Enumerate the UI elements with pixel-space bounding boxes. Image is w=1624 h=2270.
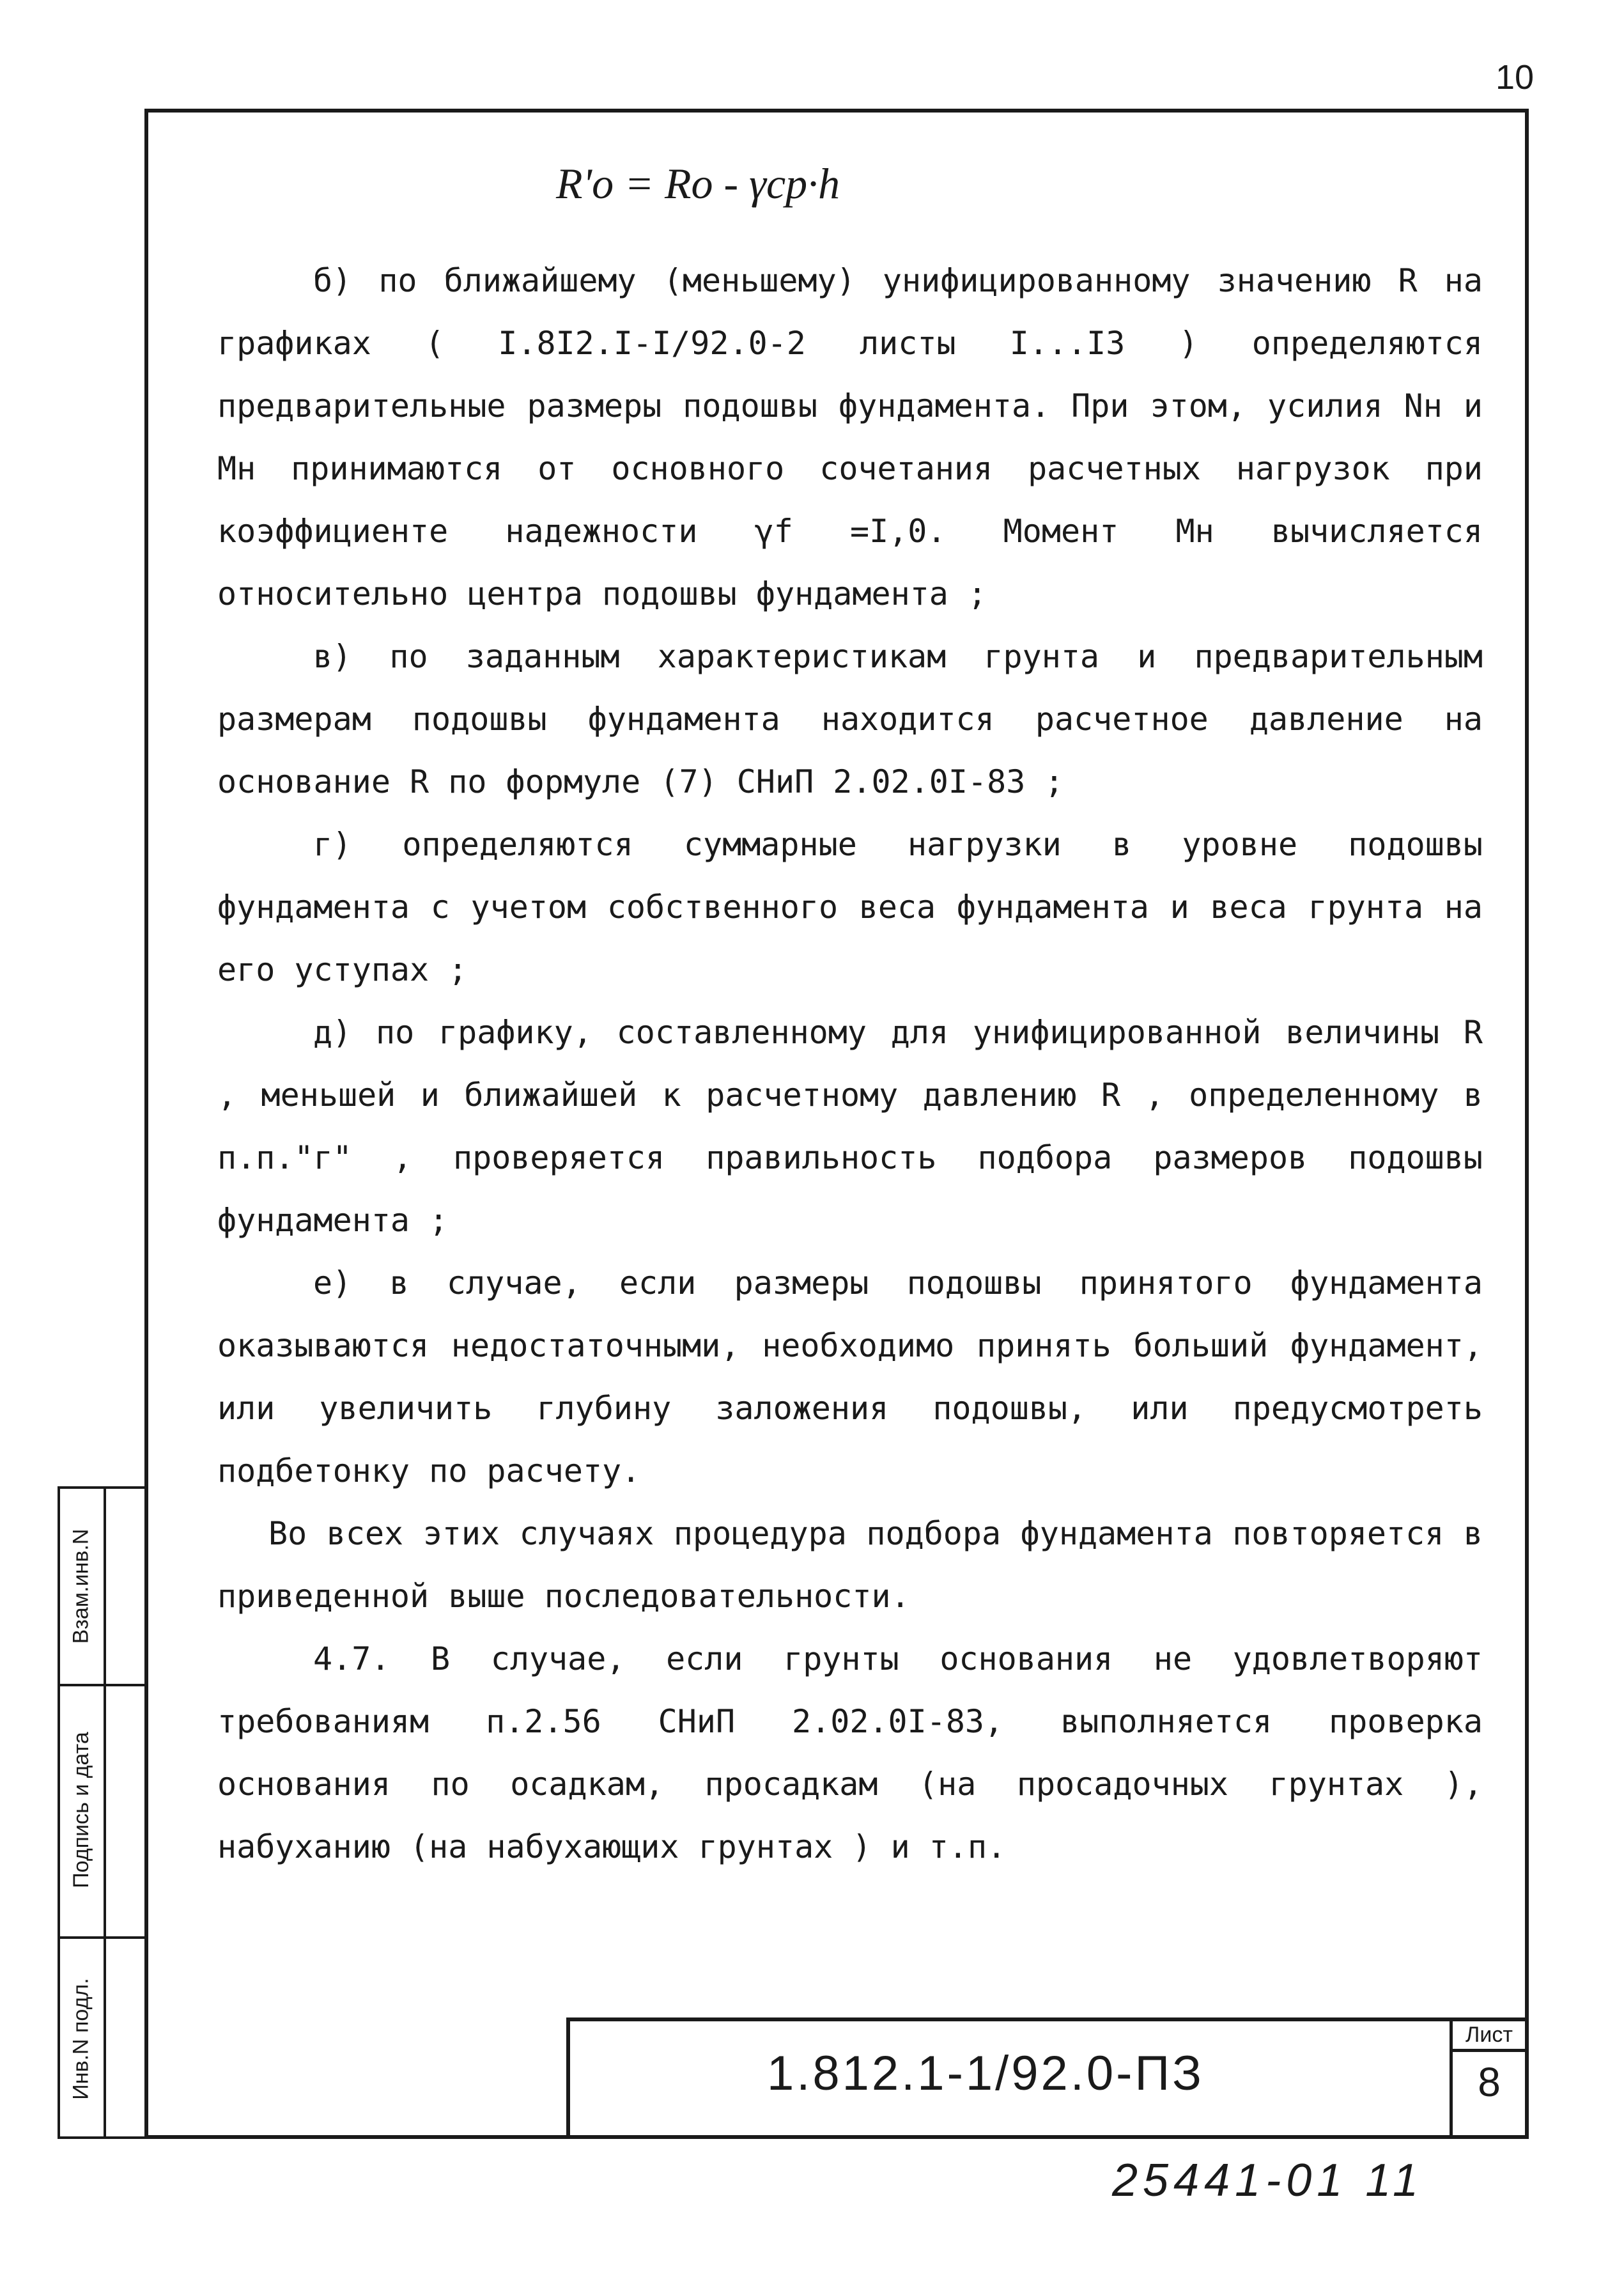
paragraph-v: в) по заданным характеристикам грунта и предварительным размерам подошвы фундамента находится расчетное давление на основание R по формуле (7) СНиП 2.02.0I-83 ;	[217, 638, 1483, 800]
paragraph-g: г) определяются суммарные нагрузки в уровне подошвы фундамента с учетом собственного веса фундамента и веса грунта на его уступах ;	[217, 826, 1483, 988]
formula: R'o = Ro - γср·h	[556, 159, 840, 208]
paragraph-b: б) по ближайшему (меньшему) унифицированному значению R на графиках ( I.8I2.I-I/92.0-2 листы I...I3 ) определяются предварительные размеры подошвы фундамента. При этом, усилия Nн и Mн принимаются от основного сочетания расчетных нагрузок при коэффициенте надежности γf =I,0. Момент Mн вычисляется относительно центра подошвы фундамента ;	[217, 262, 1483, 612]
side-label-replace-inv: Взам.инв.N	[68, 1528, 93, 1644]
paragraph-4-7: 4.7. В случае, если грунты основания не удовлетворяют требованиям п.2.56 СНиП 2.02.0I-83, выполняется проверка основания по осадкам, просадкам (на просадочных грунтах ), набуханию (на набухающих грунтах ) и т.п.	[217, 1640, 1483, 1865]
sheet-label: Лист	[1450, 2020, 1529, 2052]
side-stamp	[58, 1486, 144, 2139]
page-corner-number: 10	[1496, 58, 1535, 97]
side-label-original-inv: Инв.N подл.	[68, 1978, 93, 2100]
paragraph-e: е) в случае, если размеры подошвы принятого фундамента оказываются недостаточными, необходимо принять больший фундамент, или увеличить глубину заложения подошвы, или предусмотреть подбетонку по расчету.	[217, 1264, 1483, 1489]
paragraph-d: д) по графику, составленному для унифицированной величины R , меньшей и ближайшей к расчетному давлению R , определенному в п.п."г" , проверяется правильность подбора размеров подошвы фундамента ;	[217, 1014, 1483, 1239]
bottom-stamp: 25441-01 11	[1112, 2155, 1424, 2206]
paragraph-all-cases: Во всех этих случаях процедура подбора фундамента повторяется в приведенной выше последовательности.	[217, 1515, 1483, 1615]
side-label-signature-date: Подпись и дата	[68, 1732, 93, 1888]
document-code: 1.812.1-1/92.0-ПЗ	[767, 2046, 1205, 2101]
body-text	[217, 249, 1483, 1878]
sheet-number: 8	[1478, 2059, 1501, 2105]
